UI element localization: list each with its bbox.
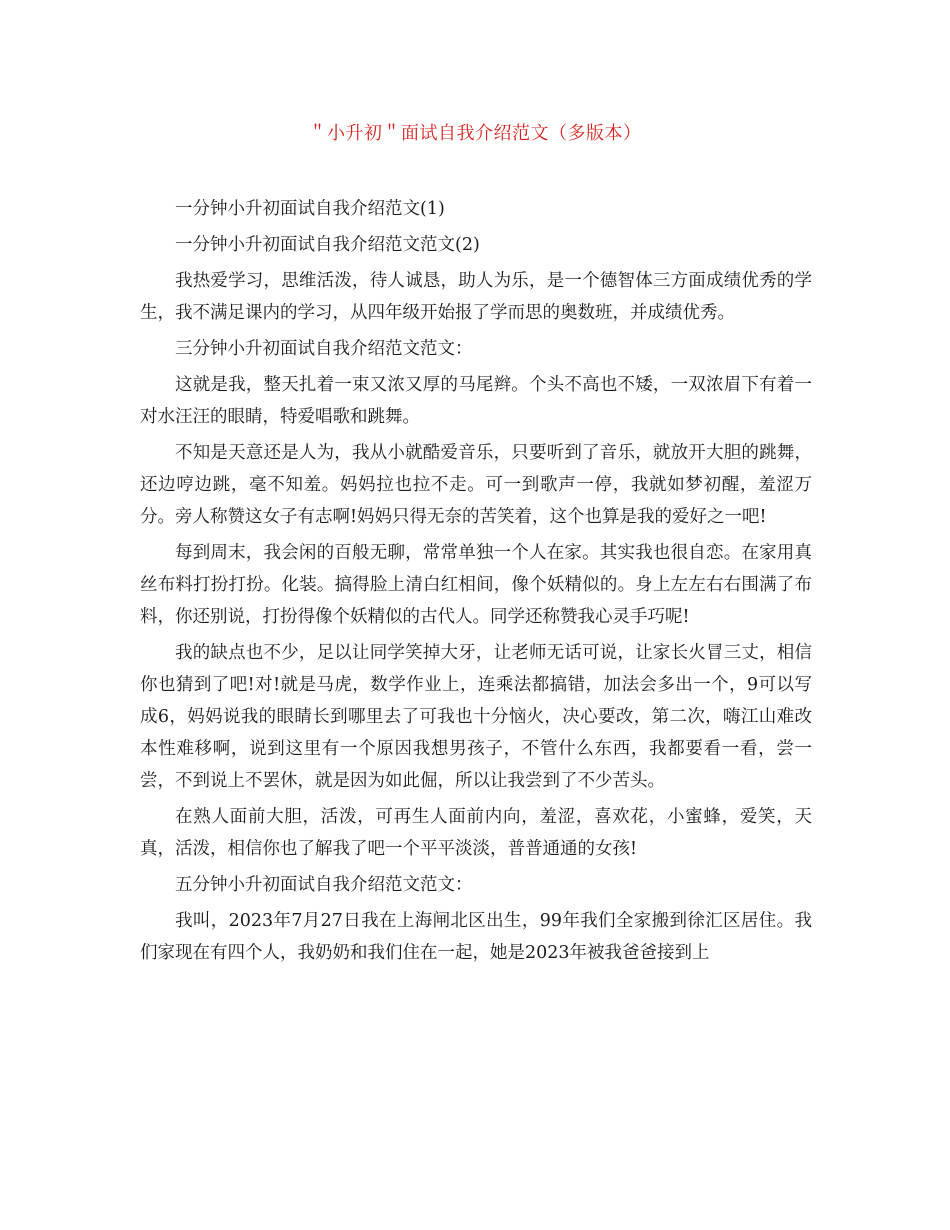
paragraph: 我的缺点也不少，足以让同学笑掉大牙，让老师无话可说，让家长火冒三丈，相信你也猜到了吧!对!就是马虎，数学作业上，连乘法都搞错，加法会多出一个，9可以写成6，妈妈说我的眼睛长到哪里去了可我也十分恼火，决心要改，第二次，嗨江山难改本性难移啊，说到这里有一个原因我想男孩子，不管什么东西，我都要看一看，尝一尝，不到说上不罢休，就是因为如此倔，所以让我尝到了不少苦头。 (140, 643, 812, 791)
document-body (140, 193, 812, 973)
document-title: ＂小升初＂面试自我介绍范文（多版本） (308, 123, 642, 144)
paragraph: 这就是我，整天扎着一束又浓又厚的马尾辫。个头不高也不矮，一双浓眉下有着一对水汪汪的眼睛，特爱唱歌和跳舞。 (140, 375, 812, 427)
paragraph: 我热爱学习，思维活泼，待人诚恳，助人为乐，是一个德智体三方面成绩优秀的学生，我不满足课内的学习，从四年级开始报了学而思的奥数班，并成绩优秀。 (140, 271, 812, 323)
paragraph: 五分钟小升初面试自我介绍范文范文： (175, 875, 473, 895)
paragraph: 一分钟小升初面试自我介绍范文(1) (175, 199, 445, 219)
paragraph: 一分钟小升初面试自我介绍范文范文(2) (175, 235, 480, 255)
paragraph: 每到周末，我会闲的百般无聊，常常单独一个人在家。其实我也很自恋。在家用真丝布料打扮打扮。化装。搞得脸上清白红相间，像个妖精似的。身上左左右右围满了布料，你还别说，打扮得像个妖精似的古代人。同学还称赞我心灵手巧呢! (140, 543, 812, 627)
paragraph: 我叫，2023年7月27日我在上海闸北区出生，99年我们全家搬到徐汇区居住。我们家现在有四个人，我奶奶和我们住在一起，她是2023年被我爸爸接到上 (140, 911, 812, 963)
paragraph: 不知是天意还是人为，我从小就酷爱音乐，只要听到了音乐，就放开大胆的跳舞，还边哼边跳，毫不知羞。妈妈拉也拉不走。可一到歌声一停，我就如梦初醒，羞涩万分。旁人称赞这女子有志啊!妈妈只得无奈的苦笑着，这个也算是我的爱好之一吧! (140, 443, 812, 527)
paragraph: 在熟人面前大胆，活泼，可再生人面前内向，羞涩，喜欢花，小蜜蜂，爱笑，天真，活泼，相信你也了解我了吧一个平平淡淡，普普通通的女孩! (140, 807, 812, 859)
paragraph: 三分钟小升初面试自我介绍范文范文： (175, 339, 473, 359)
